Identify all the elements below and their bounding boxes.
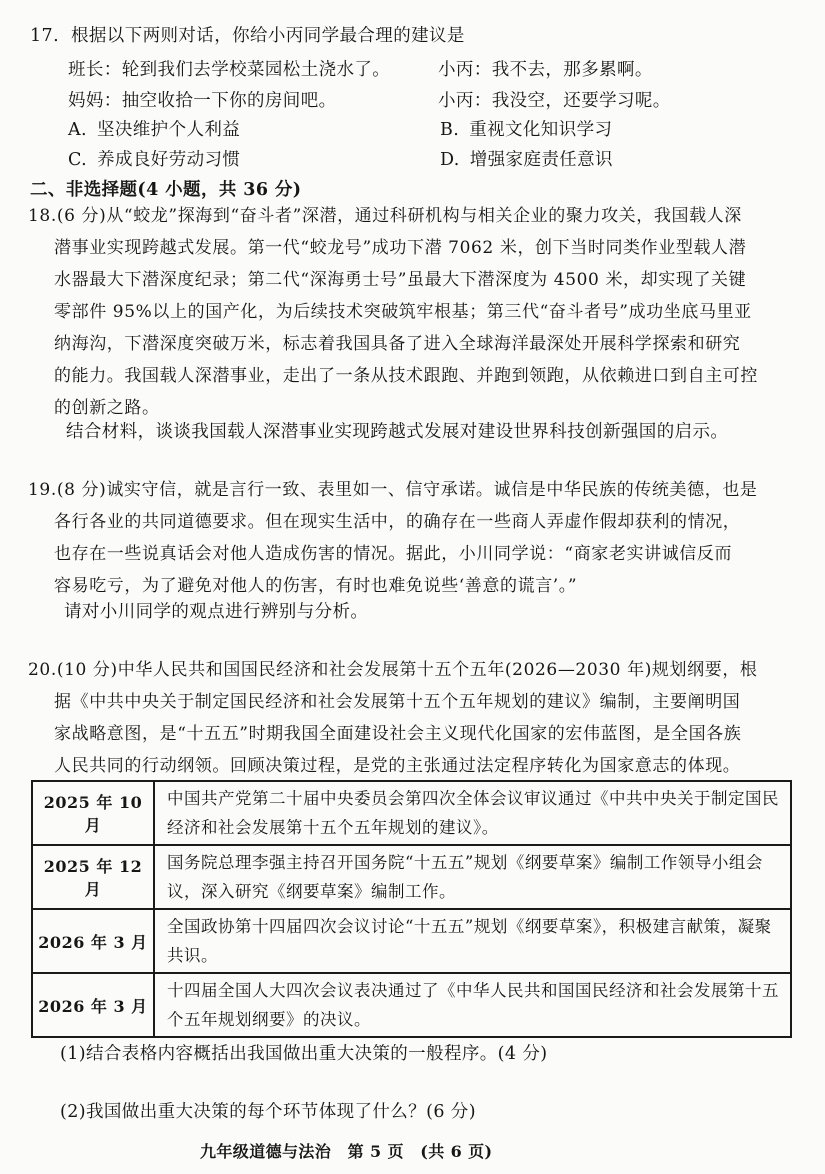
option-text: 重视文化知识学习 (469, 120, 613, 140)
q20-line: 家战略意图，是“十五五”时期我国全面建设社会主义现代化国家的宏伟蓝图，是全国各族 (54, 724, 742, 744)
page-footer: 九年级道德与法治 第 5 页 (共 6 页) (200, 1142, 493, 1161)
q18-line: 纳海沟，下潜深度突破万米，标志着我国具备了进入全球海洋最深处开展科学探索和研究 (54, 334, 741, 354)
q18-line: 18.(6 分)从“蛟龙”探海到“奋斗者”深潜，通过科研机构与相关企业的聚力攻关，我国载人深 (28, 206, 742, 226)
q18-material (28, 200, 758, 424)
table-cell-date: 2025 年 10 月 (32, 781, 154, 845)
q17-option-d (440, 146, 613, 171)
q17-option-c (68, 146, 240, 171)
q20-subquestion-1: (1)结合表格内容概括出我国做出重大决策的一般程序。(4 分) (60, 1044, 548, 1064)
table-row (32, 973, 791, 1037)
q17-number: 17. (30, 26, 60, 46)
option-label: A. (68, 120, 88, 140)
q20-material (28, 654, 758, 782)
option-text: 养成良好劳动习惯 (97, 150, 241, 170)
q19-material (28, 474, 758, 602)
q17-dialogue-2-right: 小丙：我没空，还要学习呢。 (438, 91, 671, 111)
q19-line: 各行各业的共同道德要求。但在现实生活中，的确存在一些商人弄虚作假却获利的情况， (54, 512, 741, 532)
table-cell-date: 2025 年 12 月 (32, 845, 154, 909)
option-text: 坚决维护个人利益 (96, 120, 241, 140)
q17-prompt-text: 根据以下两则对话，你给小丙同学最合理的建议是 (71, 26, 465, 46)
table-cell-date: 2026 年 3 月 (32, 973, 154, 1037)
q18-task: 结合材料，谈谈我国载人深潜事业实现跨越式发展对建设世界科技创新强国的启示。 (66, 422, 729, 442)
table-row (32, 845, 791, 909)
q19-line: 19.(8 分)诚实守信，就是言行一致、表里如一、信守承诺。诚信是中华民族的传统美德，也是 (28, 480, 758, 500)
table-cell-event: 中国共产党第二十届中央委员会第四次全体会议审议通过《中共中央关于制定国民经济和社会发展第十五个五年规划的建议》。 (154, 781, 791, 845)
q17-dialogue-1-right: 小丙：我不去，那多累啊。 (438, 60, 653, 80)
table-row (32, 781, 791, 845)
option-label: B. (440, 120, 460, 140)
q20-line: 人民共同的行动纲领。回顾决策过程，是党的主张通过法定程序转化为国家意志的体现。 (54, 756, 741, 776)
section-heading: 二、非选择题(4 小题，共 36 分) (30, 180, 302, 200)
q17-prompt (30, 22, 465, 47)
q19-task: 请对小川同学的观点进行辨别与分析。 (64, 602, 369, 622)
table-cell-event: 全国政协第十四届四次会议讨论“十五五”规划《纲要草案》，积极建言献策，凝聚共识。 (154, 909, 791, 973)
option-label: C. (68, 150, 88, 170)
q19-line: 也存在一些说真话会对他人造成伤害的情况。据此，小川同学说：“商家老实讲诚信反而 (54, 544, 733, 564)
q18-line: 潜事业实现跨越式发展。第一代“蛟龙号”成功下潜 7062 米，创下当时同类作业型载人潜 (54, 238, 747, 258)
option-text: 增强家庭责任意识 (469, 150, 613, 170)
q18-line: 零部件 95%以上的国产化，为后续技术突破筑牢根基；第三代“奋斗者号”成功坐底马里亚 (54, 302, 752, 322)
decision-timeline-table (31, 780, 792, 1038)
table-row (32, 909, 791, 973)
q20-line: 据《中共中央关于制定国民经济和社会发展第十五个五年规划的建议》编制，主要阐明国 (54, 692, 741, 712)
q20-subquestion-2: (2)我国做出重大决策的每个环节体现了什么？(6 分) (60, 1102, 476, 1122)
q19-line: 容易吃亏，为了避免对他人的伤害，有时也难免说些‘善意的谎言’。” (54, 576, 578, 596)
table-cell-date: 2026 年 3 月 (32, 909, 154, 973)
q18-line: 水器最大下潜深度纪录；第二代“深海勇士号”虽最大下潜深度为 4500 米，却实现了关键 (54, 270, 747, 290)
q17-option-b (440, 116, 612, 141)
q18-line: 的创新之路。 (54, 398, 160, 418)
q17-option-a (68, 116, 240, 141)
q17-dialogue-1-left: 班长：轮到我们去学校菜园松土浇水了。 (68, 60, 391, 80)
table-cell-event: 国务院总理李强主持召开国务院“十五五”规划《纲要草案》编制工作领导小组会议，深入研究《纲要草案》编制工作。 (154, 845, 791, 909)
q17-dialogue-2-left: 妈妈：抽空收拾一下你的房间吧。 (68, 91, 337, 111)
q18-line: 的能力。我国载人深潜事业，走出了一条从技术跟跑、并跑到领跑，从依赖进口到自主可控 (54, 366, 758, 386)
q20-line: 20.(10 分)中华人民共和国国民经济和社会发展第十五个五年(2026—2030 年)规划纲要，根 (28, 660, 758, 680)
option-label: D. (440, 150, 460, 170)
table-cell-event: 十四届全国人大四次会议表决通过了《中华人民共和国国民经济和社会发展第十五个五年规划纲要》的决议。 (154, 973, 791, 1037)
